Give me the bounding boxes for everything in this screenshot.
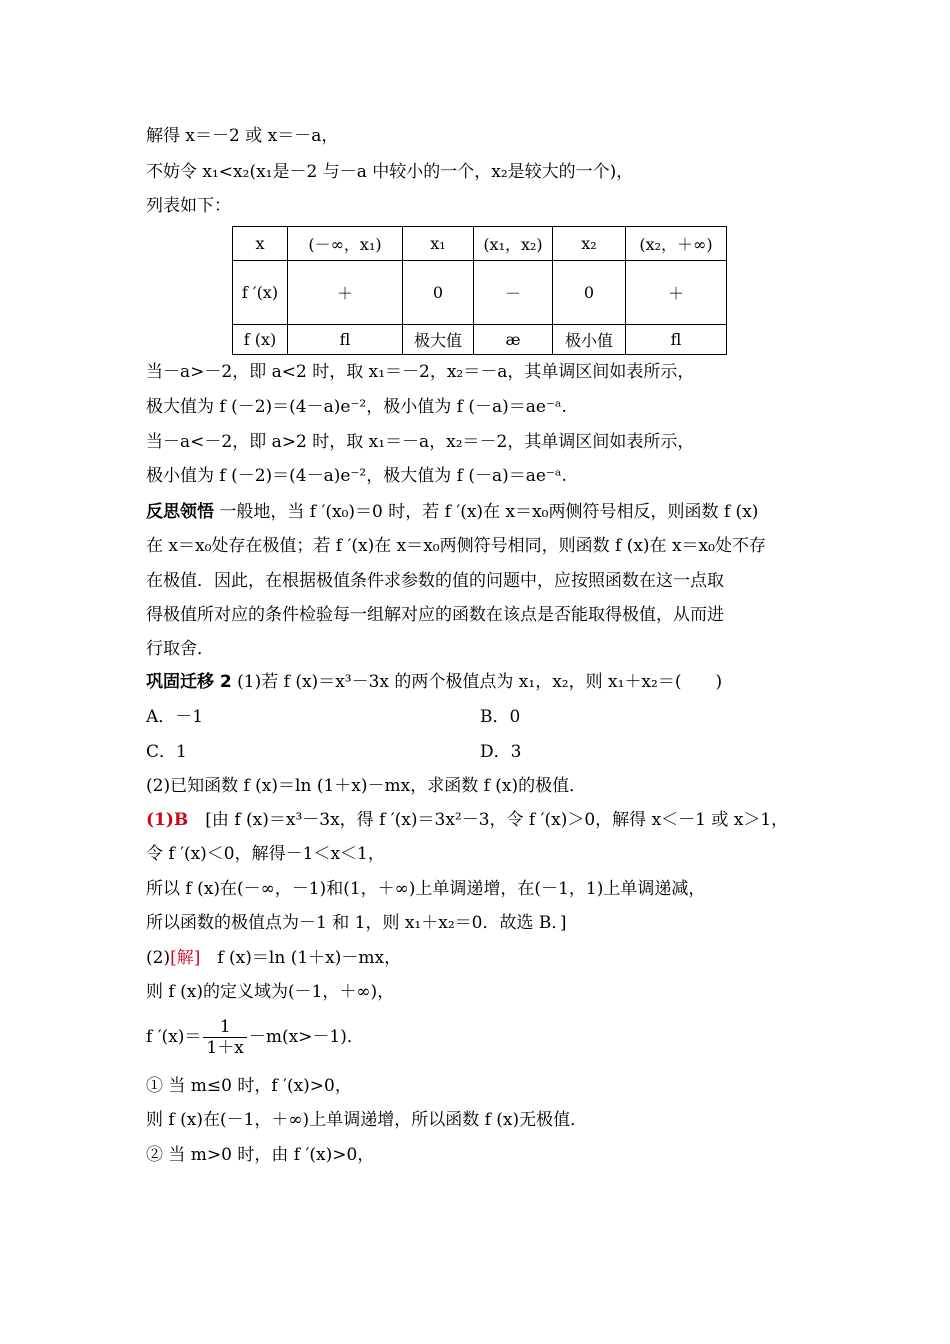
text-line: 所以函数的极值点为－1 和 1，则 x₁＋x₂＝0．故选 B．] [146,913,567,933]
reflection-line [146,500,758,524]
text-line: 令 f ′(x)＜0，解得－1＜x＜1， [146,844,385,864]
table-cell: 0 [553,261,626,325]
section-heading: 反思领悟 [146,502,214,522]
sign-table [232,226,727,355]
option-d: D．3 [480,742,522,762]
fraction-line [146,1016,364,1058]
table-cell: ﬂ [288,325,403,355]
answer-mark: (1)B [146,810,189,830]
table-cell: (x₁，x₂) [474,227,553,261]
table-cell: (x₂，＋∞) [626,227,727,261]
option-b: B．0 [480,707,521,727]
text-line: 极小值为 f (－2)＝(4－a)e⁻²，极大值为 f (－a)＝ae⁻ᵃ. [146,466,567,486]
text-line: 当－a<－2，即 a>2 时，取 x₁＝－a，x₂＝－2，其单调区间如表所示， [146,432,695,452]
text-line: 在 x＝x₀处存在极值；若 f ′(x)在 x＝x₀两侧符号相同，则函数 f (x)在 x＝x₀处不存 [146,536,766,556]
text-line: 得极值所对应的条件检验每一组解对应的函数在该点是否能取得极值，从而进 [146,605,724,625]
table-cell: x₂ [553,227,626,261]
text-line: ② 当 m>0 时，由 f ′(x)>0， [146,1145,375,1165]
table-cell: ＋ [288,261,403,325]
text-span: (1)若 f (x)＝x³－3x 的两个极值点为 x₁，x₂，则 x₁＋x₂＝( ) [237,672,723,692]
table-cell: (－∞，x₁) [288,227,403,261]
text-line: 则 f (x)在(－1，＋∞)上单调递增，所以函数 f (x)无极值． [146,1110,588,1130]
table-cell: x₁ [403,227,474,261]
table-cell: ﬂ [626,325,727,355]
table-cell: x [233,227,288,261]
answer-line [146,808,788,832]
text-span: －m(x>－1)． [248,1027,364,1047]
text-line: 当－a>－2，即 a<2 时，取 x₁＝－2，x₂＝－a，其单调区间如表所示， [146,362,695,382]
table-row [233,227,727,261]
text-line: 列表如下： [146,196,231,216]
text-line: 在极值．因此，在根据极值条件求参数的值的问题中，应按照函数在这一点取 [146,571,724,591]
table-cell: æ [474,325,553,355]
text-span: f ′(x)＝ [146,1027,202,1047]
text-span: [由 f (x)＝x³－3x，得 f ′(x)＝3x²－3，令 f ′(x)＞0，解得 x＜－1 或 x＞1， [188,810,789,830]
section-heading: 巩固迁移 2 [146,672,232,692]
question-line [146,670,722,694]
text-line: ① 当 m≤0 时，f ′(x)>0， [146,1076,352,1096]
table-cell: 极小值 [553,325,626,355]
option-c: C．1 [146,742,187,762]
text-line: (2)已知函数 f (x)＝ln (1＋x)－mx，求函数 f (x)的极值． [146,776,587,796]
text-line: 则 f (x)的定义域为(－1，＋∞)， [146,982,395,1002]
text-line: 解得 x＝－2 或 x＝－a， [146,126,339,146]
fraction [203,1017,246,1058]
text-span: 一般地，当 f ′(x₀)＝0 时，若 f ′(x)在 x＝x₀两侧符号相反，则函数 f (x) [219,502,759,522]
solution-mark: [解] [170,948,201,968]
table-cell: 0 [403,261,474,325]
text-span: f (x)＝ln (1＋x)－mx， [200,948,402,968]
fraction-numerator: 1 [203,1017,246,1038]
table-row [233,325,727,355]
table-cell: 极大值 [403,325,474,355]
table-cell: － [474,261,553,325]
table-cell: f ′(x) [233,261,288,325]
text-line: 所以 f (x)在(－∞，－1)和(1，＋∞)上单调递增，在(－1，1)上单调递减， [146,879,706,899]
table-cell: f (x) [233,325,288,355]
text-span: (2) [146,948,171,968]
solution-line [146,946,401,970]
table-row [233,261,727,325]
option-a: A．－1 [146,707,204,727]
text-line: 极大值为 f (－2)＝(4－a)e⁻²，极小值为 f (－a)＝ae⁻ᵃ. [146,397,567,417]
table-cell: ＋ [626,261,727,325]
text-line: 行取舍． [146,639,214,659]
text-line: 不妨令 x₁<x₂(x₁是－2 与－a 中较小的一个，x₂是较大的一个)， [146,162,634,182]
fraction-denominator: 1＋x [206,1038,244,1058]
